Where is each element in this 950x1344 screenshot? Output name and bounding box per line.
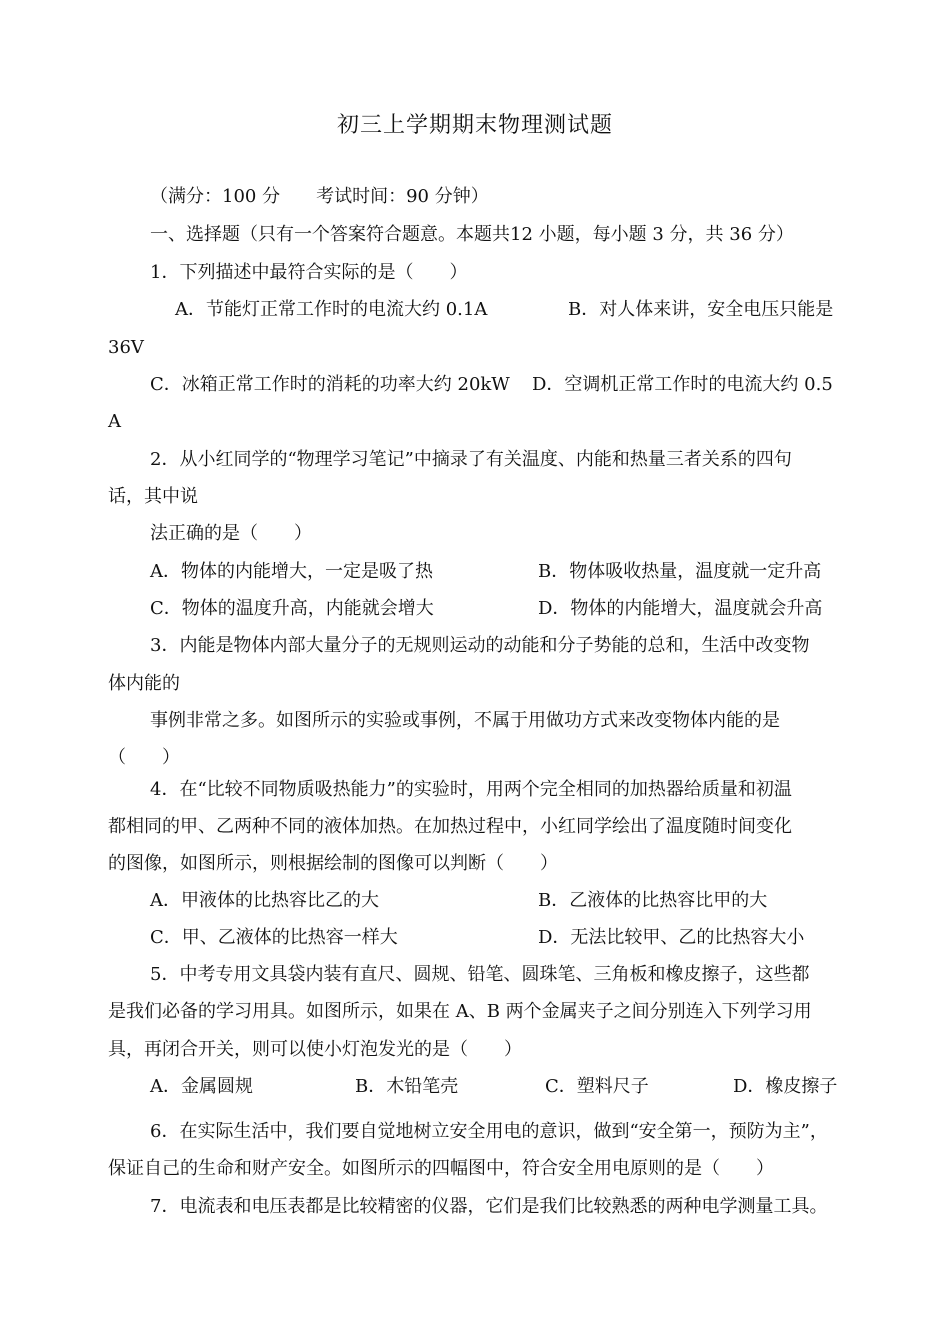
- q1-option-d-continued: A: [108, 411, 121, 432]
- q4-stem-line-1: 4．在“比较不同物质吸热能力”的实验时，用两个完全相同的加热器给质量和初温: [150, 779, 792, 800]
- q3-stem-line-3: 事例非常之多。如图所示的实验或事例，不属于用做功方式来改变物体内能的是: [150, 710, 780, 731]
- q3-stem-line-2: 体内能的: [108, 673, 180, 694]
- section-header: 一、选择题（只有一个答案符合题意。本题共12 小题，每小题 3 分，共 36 分）: [150, 224, 794, 245]
- q5-stem-line-3: 具，再闭合开关，则可以使小灯泡发光的是（ ）: [108, 1039, 522, 1060]
- document-title: 初三上学期期末物理测试题: [336, 113, 613, 138]
- q5-stem-line-1: 5．中考专用文具袋内装有直尺、圆规、铅笔、圆珠笔、三角板和橡皮擦子，这些都: [150, 964, 810, 985]
- q2-stem-line-3: 法正确的是（ ）: [150, 523, 312, 544]
- q4-option-a: A．甲液体的比热容比乙的大: [150, 890, 379, 911]
- exam-info: （满分：100 分 考试时间：90 分钟）: [150, 186, 489, 207]
- q1-option-d: D．空调机正常工作时的电流大约 0.5: [532, 374, 833, 395]
- q2-option-a: A．物体的内能增大，一定是吸了热: [150, 561, 433, 582]
- q4-option-c: C．甲、乙液体的比热容一样大: [150, 927, 398, 948]
- q3-stem-line-1: 3．内能是物体内部大量分子的无规则运动的动能和分子势能的总和，生活中改变物: [150, 635, 810, 656]
- q1-option-b-continued: 36V: [108, 337, 144, 358]
- q4-stem-line-3: 的图像，如图所示，则根据绘制的图像可以判断（ ）: [108, 853, 558, 874]
- q5-stem-line-2: 是我们必备的学习用具。如图所示，如果在 A、B 两个金属夹子之间分别连入下列学习用: [108, 1001, 812, 1022]
- q4-option-d: D．无法比较甲、乙的比热容大小: [538, 927, 805, 948]
- q5-option-c: C．塑料尺子: [545, 1076, 649, 1097]
- q3-stem-line-4: （ ）: [108, 747, 180, 768]
- q6-stem-line-2: 保证自己的生命和财产安全。如图所示的四幅图中，符合安全用电原则的是（ ）: [108, 1158, 774, 1179]
- q4-stem-line-2: 都相同的甲、乙两种不同的液体加热。在加热过程中，小红同学绘出了温度随时间变化: [108, 816, 792, 837]
- q5-option-d: D．橡皮擦子: [733, 1076, 838, 1097]
- q5-option-a: A．金属圆规: [150, 1076, 253, 1097]
- q2-stem-line-2: 话，其中说: [108, 486, 198, 507]
- q7-stem-line-1: 7．电流表和电压表都是比较精密的仪器，它们是我们比较熟悉的两种电学测量工具。: [150, 1196, 828, 1217]
- q2-option-b: B．物体吸收热量，温度就一定升高: [538, 561, 822, 582]
- q1-option-a: A．节能灯正常工作时的电流大约 0.1A: [175, 299, 488, 320]
- q5-option-b: B．木铅笔壳: [355, 1076, 459, 1097]
- q1-option-b: B．对人体来讲，安全电压只能是: [568, 299, 834, 320]
- q2-option-c: C．物体的温度升高，内能就会增大: [150, 598, 434, 619]
- q2-stem-line-1: 2．从小红同学的“物理学习笔记”中摘录了有关温度、内能和热量三者关系的四句: [150, 449, 792, 470]
- q4-option-b: B．乙液体的比热容比甲的大: [538, 890, 768, 911]
- q1-stem: 1．下列描述中最符合实际的是（ ）: [150, 262, 468, 283]
- q6-stem-line-1: 6．在实际生活中，我们要自觉地树立安全用电的意识，做到“安全第一，预防为主”，: [150, 1121, 828, 1142]
- q2-option-d: D．物体的内能增大，温度就会升高: [538, 598, 823, 619]
- q1-option-c: C．冰箱正常工作时的消耗的功率大约 20kW: [150, 374, 510, 395]
